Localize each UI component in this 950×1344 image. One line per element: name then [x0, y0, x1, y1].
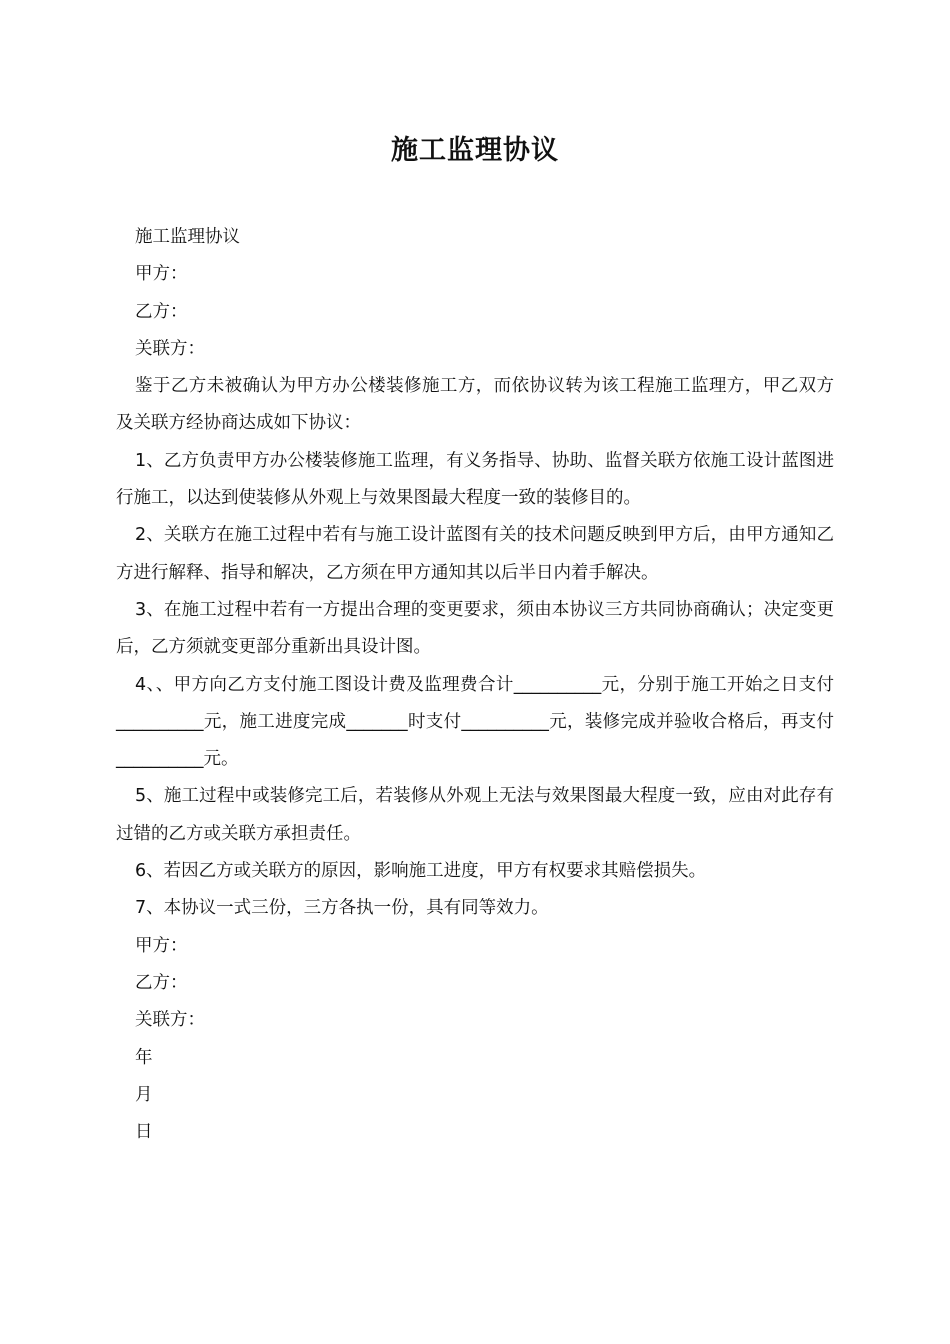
preamble-paragraph: 鉴于乙方未被确认为甲方办公楼装修施工方，而依协议转为该工程施工监理方，甲乙双方及关联方经协商达成如下协议： — [116, 376, 834, 434]
document-title: 施工监理协议 — [391, 135, 559, 166]
clause-1: 1、乙方负责甲方办公楼装修施工监理，有义务指导、协助、监督关联方依施工设计蓝图进行施工，以达到使装修从外观上与效果图最大程度一致的装修目的。 — [116, 450, 834, 509]
party-a-line: 甲方： — [135, 264, 188, 285]
clause-4: 4、、甲方向乙方支付施工图设计费及监理费合计__________元，分别于施工开始之日支付__________元，施工进度完成_______时支付__________元，装修完成并验收合格后，再支付__________元。 — [116, 674, 834, 770]
signature-party-a: 甲方： — [135, 935, 188, 956]
clause-6: 6、若因乙方或关联方的原因，影响施工进度，甲方有权要求其赔偿损失。 — [135, 861, 707, 882]
body-heading: 施工监理协议 — [135, 227, 240, 247]
clause-3: 3、在施工过程中若有一方提出合理的变更要求，须由本协议三方共同协商确认；决定变更后，乙方须就变更部分重新出具设计图。 — [116, 599, 834, 658]
signature-related-party: 关联方： — [135, 1010, 205, 1031]
clause-2: 2、关联方在施工过程中若有与施工设计蓝图有关的技术问题反映到甲方后，由甲方通知乙方进行解释、指导和解决，乙方须在甲方通知其以后半日内着手解决。 — [116, 525, 834, 583]
related-party-line: 关联方： — [135, 338, 205, 359]
party-b-line: 乙方： — [135, 301, 188, 322]
date-day: 日 — [135, 1122, 153, 1143]
date-year: 年 — [135, 1047, 153, 1068]
signature-party-b: 乙方： — [135, 972, 188, 993]
date-month: 月 — [135, 1084, 153, 1105]
clause-7: 7、本协议一式三份，三方各执一份，具有同等效力。 — [135, 898, 549, 919]
clause-5: 5、施工过程中或装修完工后，若装修从外观上无法与效果图最大程度一致，应由对此存有过错的乙方或关联方承担责任。 — [116, 786, 834, 844]
document-body — [116, 219, 834, 1151]
